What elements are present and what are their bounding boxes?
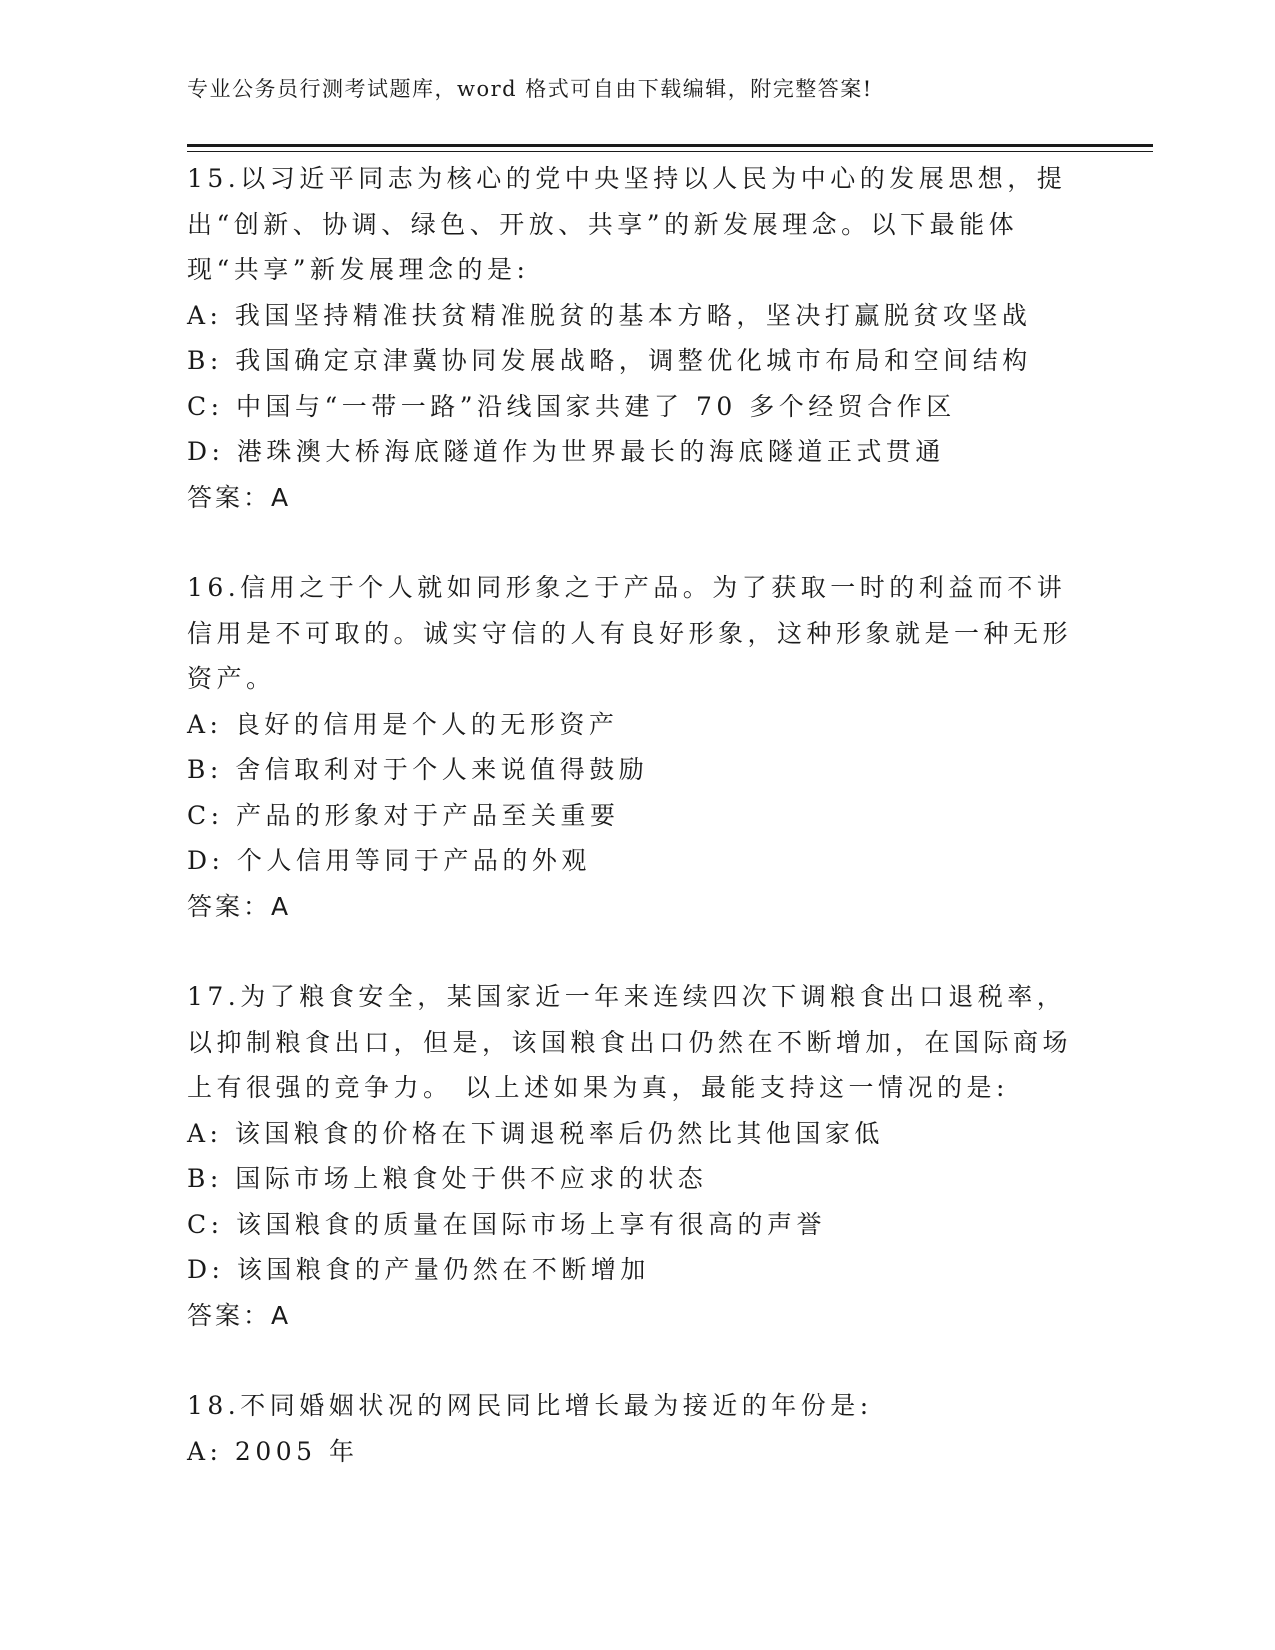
answer-line: 答案：A [187, 1300, 292, 1330]
answer-line: 答案：A [187, 891, 292, 921]
question-stem: 16.信用之于个人就如同形象之于产品。为了获取一时的利益而不讲信用是不可取的。诚实守信的人有良好形象，这种形象就是一种无形资产。 [187, 573, 1073, 693]
header-rule-thick [187, 144, 1153, 147]
option-a: A: 2005 年 [187, 1436, 359, 1466]
answer-line: 答案：A [187, 482, 292, 512]
question-stem: 15.以习近平同志为核心的党中央坚持以人民为中心的发展思想，提出“创新、协调、绿色、开放、共享”的新发展理念。以下最能体现“共享”新发展理念的是: [187, 164, 1067, 284]
page-header-note: 专业公务员行测考试题库，word 格式可自由下载编辑，附完整答案! [187, 77, 873, 101]
option-b: B: 国际市场上粮食处于供不应求的状态 [187, 1164, 708, 1193]
question-16 [187, 565, 1087, 929]
question-18 [187, 1383, 1087, 1474]
question-list [187, 156, 1087, 1519]
option-c: C: 产品的形象对于产品至关重要 [187, 800, 620, 830]
option-b: B: 我国确定京津冀协同发展战略，调整优化城市布局和空间结构 [187, 346, 1032, 375]
header-rule-thin [187, 151, 1153, 152]
question-15 [187, 156, 1087, 520]
option-c: C: 该国粮食的质量在国际市场上享有很高的声誉 [187, 1209, 826, 1239]
option-d: D: 港珠澳大桥海底隧道作为世界最长的海底隧道正式贯通 [187, 437, 945, 466]
option-a: A: 该国粮食的价格在下调退税率后仍然比其他国家低 [187, 1118, 884, 1148]
option-d: D: 个人信用等同于产品的外观 [187, 846, 591, 875]
question-stem: 18.不同婚姻状况的网民同比增长最为接近的年份是: [187, 1391, 873, 1420]
option-b: B: 舍信取利对于个人来说值得鼓励 [187, 755, 649, 784]
option-d: D: 该国粮食的产量仍然在不断增加 [187, 1255, 650, 1284]
question-17 [187, 974, 1087, 1338]
option-a: A: 我国坚持精准扶贫精准脱贫的基本方略，坚决打赢脱贫攻坚战 [187, 300, 1032, 330]
option-c: C: 中国与“一带一路”沿线国家共建了 70 多个经贸合作区 [187, 391, 956, 421]
question-stem: 17.为了粮食安全，某国家近一年来连续四次下调粮食出口退税率，以抑制粮食出口，但是，该国粮食出口仍然在不断增加，在国际商场上有很强的竞争力。 以上述如果为真，最能支持这一情况的是: [187, 982, 1073, 1102]
option-a: A: 良好的信用是个人的无形资产 [187, 709, 619, 739]
